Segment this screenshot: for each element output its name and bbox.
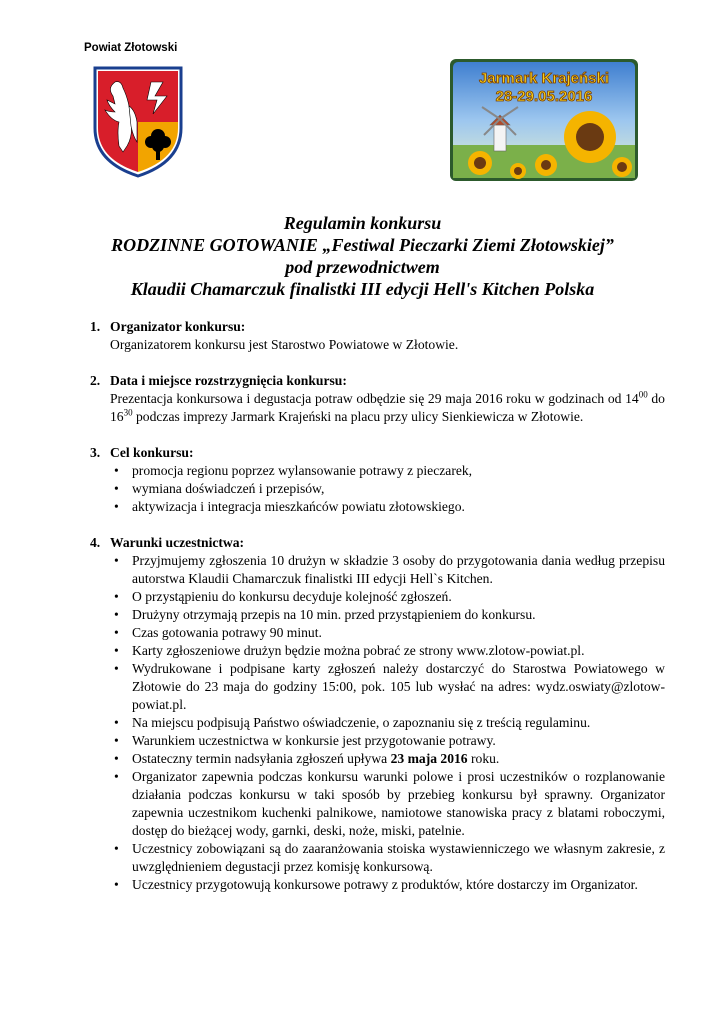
section-number: 3.: [90, 445, 101, 460]
poster-title: Jarmark Krajeński: [478, 70, 610, 87]
title-line-3: pod przewodnictwem: [285, 257, 440, 277]
section-date-place: [90, 372, 665, 426]
section-goal: [90, 444, 665, 516]
section-heading: Data i miejsce rozstrzygnięcia konkursu:: [110, 373, 347, 388]
section-text: Organizatorem konkursu jest Starostwo Powiatowe w Złotowie.: [110, 337, 459, 352]
document-title: [60, 212, 665, 300]
list-item: • promocja regionu poprzez wylansowanie potrawy z pieczarek,: [110, 462, 665, 480]
title-line-1: Regulamin konkursu: [283, 213, 442, 233]
list-item: • wymiana doświadczeń i przepisów,: [110, 480, 665, 498]
organization-label: Powiat Złotowski: [84, 42, 178, 54]
section-number: 4.: [90, 535, 101, 550]
list-item: • Czas gotowania potrawy 90 minut.: [110, 624, 665, 642]
regulations-content: [90, 318, 665, 912]
list-item: • Organizator zapewnia podczas konkursu warunki polowe i prosi uczestników o rozplanowanie działania podczas konkursu w taki sposób by przebieg konkursu był sprawny. Organizator zapewnia uczestnikom kuchenki palnikowe, namiotowe stanowiska pracy z blatami roboczymi, dostęp do bieżącej wody, garnki, deski, noże, miski, patelnie.: [110, 768, 665, 840]
goal-list: [110, 462, 665, 516]
jarmark-poster-image: [450, 59, 638, 181]
section-heading: Warunki uczestnictwa:: [110, 535, 245, 550]
section-conditions: [90, 534, 665, 894]
section-number: 2.: [90, 373, 101, 388]
list-item: • aktywizacja i integracja mieszkańców powiatu złotowskiego.: [110, 498, 665, 516]
coat-of-arms-icon: [93, 66, 183, 178]
conditions-list: [110, 552, 665, 894]
list-item: • Karty zgłoszeniowe drużyn będzie można pobrać ze strony www.zlotow-powiat.pl.: [110, 642, 665, 660]
list-item: • Przyjmujemy zgłoszenia 10 drużyn w składzie 3 osoby do przygotowania dania według przepisu autorstwa Klaudii Chamarczuk finalistki III edycji Hell`s Kitchen.: [110, 552, 665, 588]
title-line-2: RODZINNE GOTOWANIE „Festiwal Pieczarki Ziemi Złotowskiej”: [111, 235, 614, 255]
list-item: • Uczestnicy przygotowują konkursowe potrawy z produktów, które dostarczy im Organizator.: [110, 876, 665, 894]
section-heading: Cel konkursu:: [110, 445, 194, 460]
section-number: 1.: [90, 319, 101, 334]
list-item: • Wydrukowane i podpisane karty zgłoszeń należy dostarczyć do Starostwa Powiatowego w Złotowie do 23 maja do godziny 15:00, pok. 105 lub wysłać na adres: wydz.oswiaty@zlotow-powiat.pl.: [110, 660, 665, 714]
list-item: • Uczestnicy zobowiązani są do zaaranżowania stoiska wystawienniczego we własnym zakresie, z uwzględnieniem degustacji przez komisję konkursową.: [110, 840, 665, 876]
list-item: • O przystąpieniu do konkursu decyduje kolejność zgłoszeń.: [110, 588, 665, 606]
section-text: Prezentacja konkursowa i degustacja potraw odbędzie się 29 maja 2016 roku w godzinach od $14^{00}$ do $16^{30}$ podczas imprezy Jarmark Krajeński na placu przy ulicy Sienkiewicza w Złotowie.: [110, 389, 665, 424]
list-item-deadline: • Ostateczny termin nadsyłania zgłoszeń upływa 23 maja 2016 roku.: [110, 750, 665, 768]
list-item: • Warunkiem uczestnictwa w konkursie jest przygotowanie potrawy.: [110, 732, 665, 750]
title-line-4: Klaudii Chamarczuk finalistki III edycji Hell's Kitchen Polska: [130, 279, 595, 299]
section-organizer: [90, 318, 665, 354]
list-item: • Na miejscu podpisują Państwo oświadczenie, o zapoznaniu się z treścią regulaminu.: [110, 714, 665, 732]
list-item: • Drużyny otrzymają przepis na 10 min. przed przystąpieniem do konkursu.: [110, 606, 665, 624]
poster-dates: 28-29.05.2016: [495, 88, 593, 105]
section-heading: Organizator konkursu:: [110, 319, 246, 334]
